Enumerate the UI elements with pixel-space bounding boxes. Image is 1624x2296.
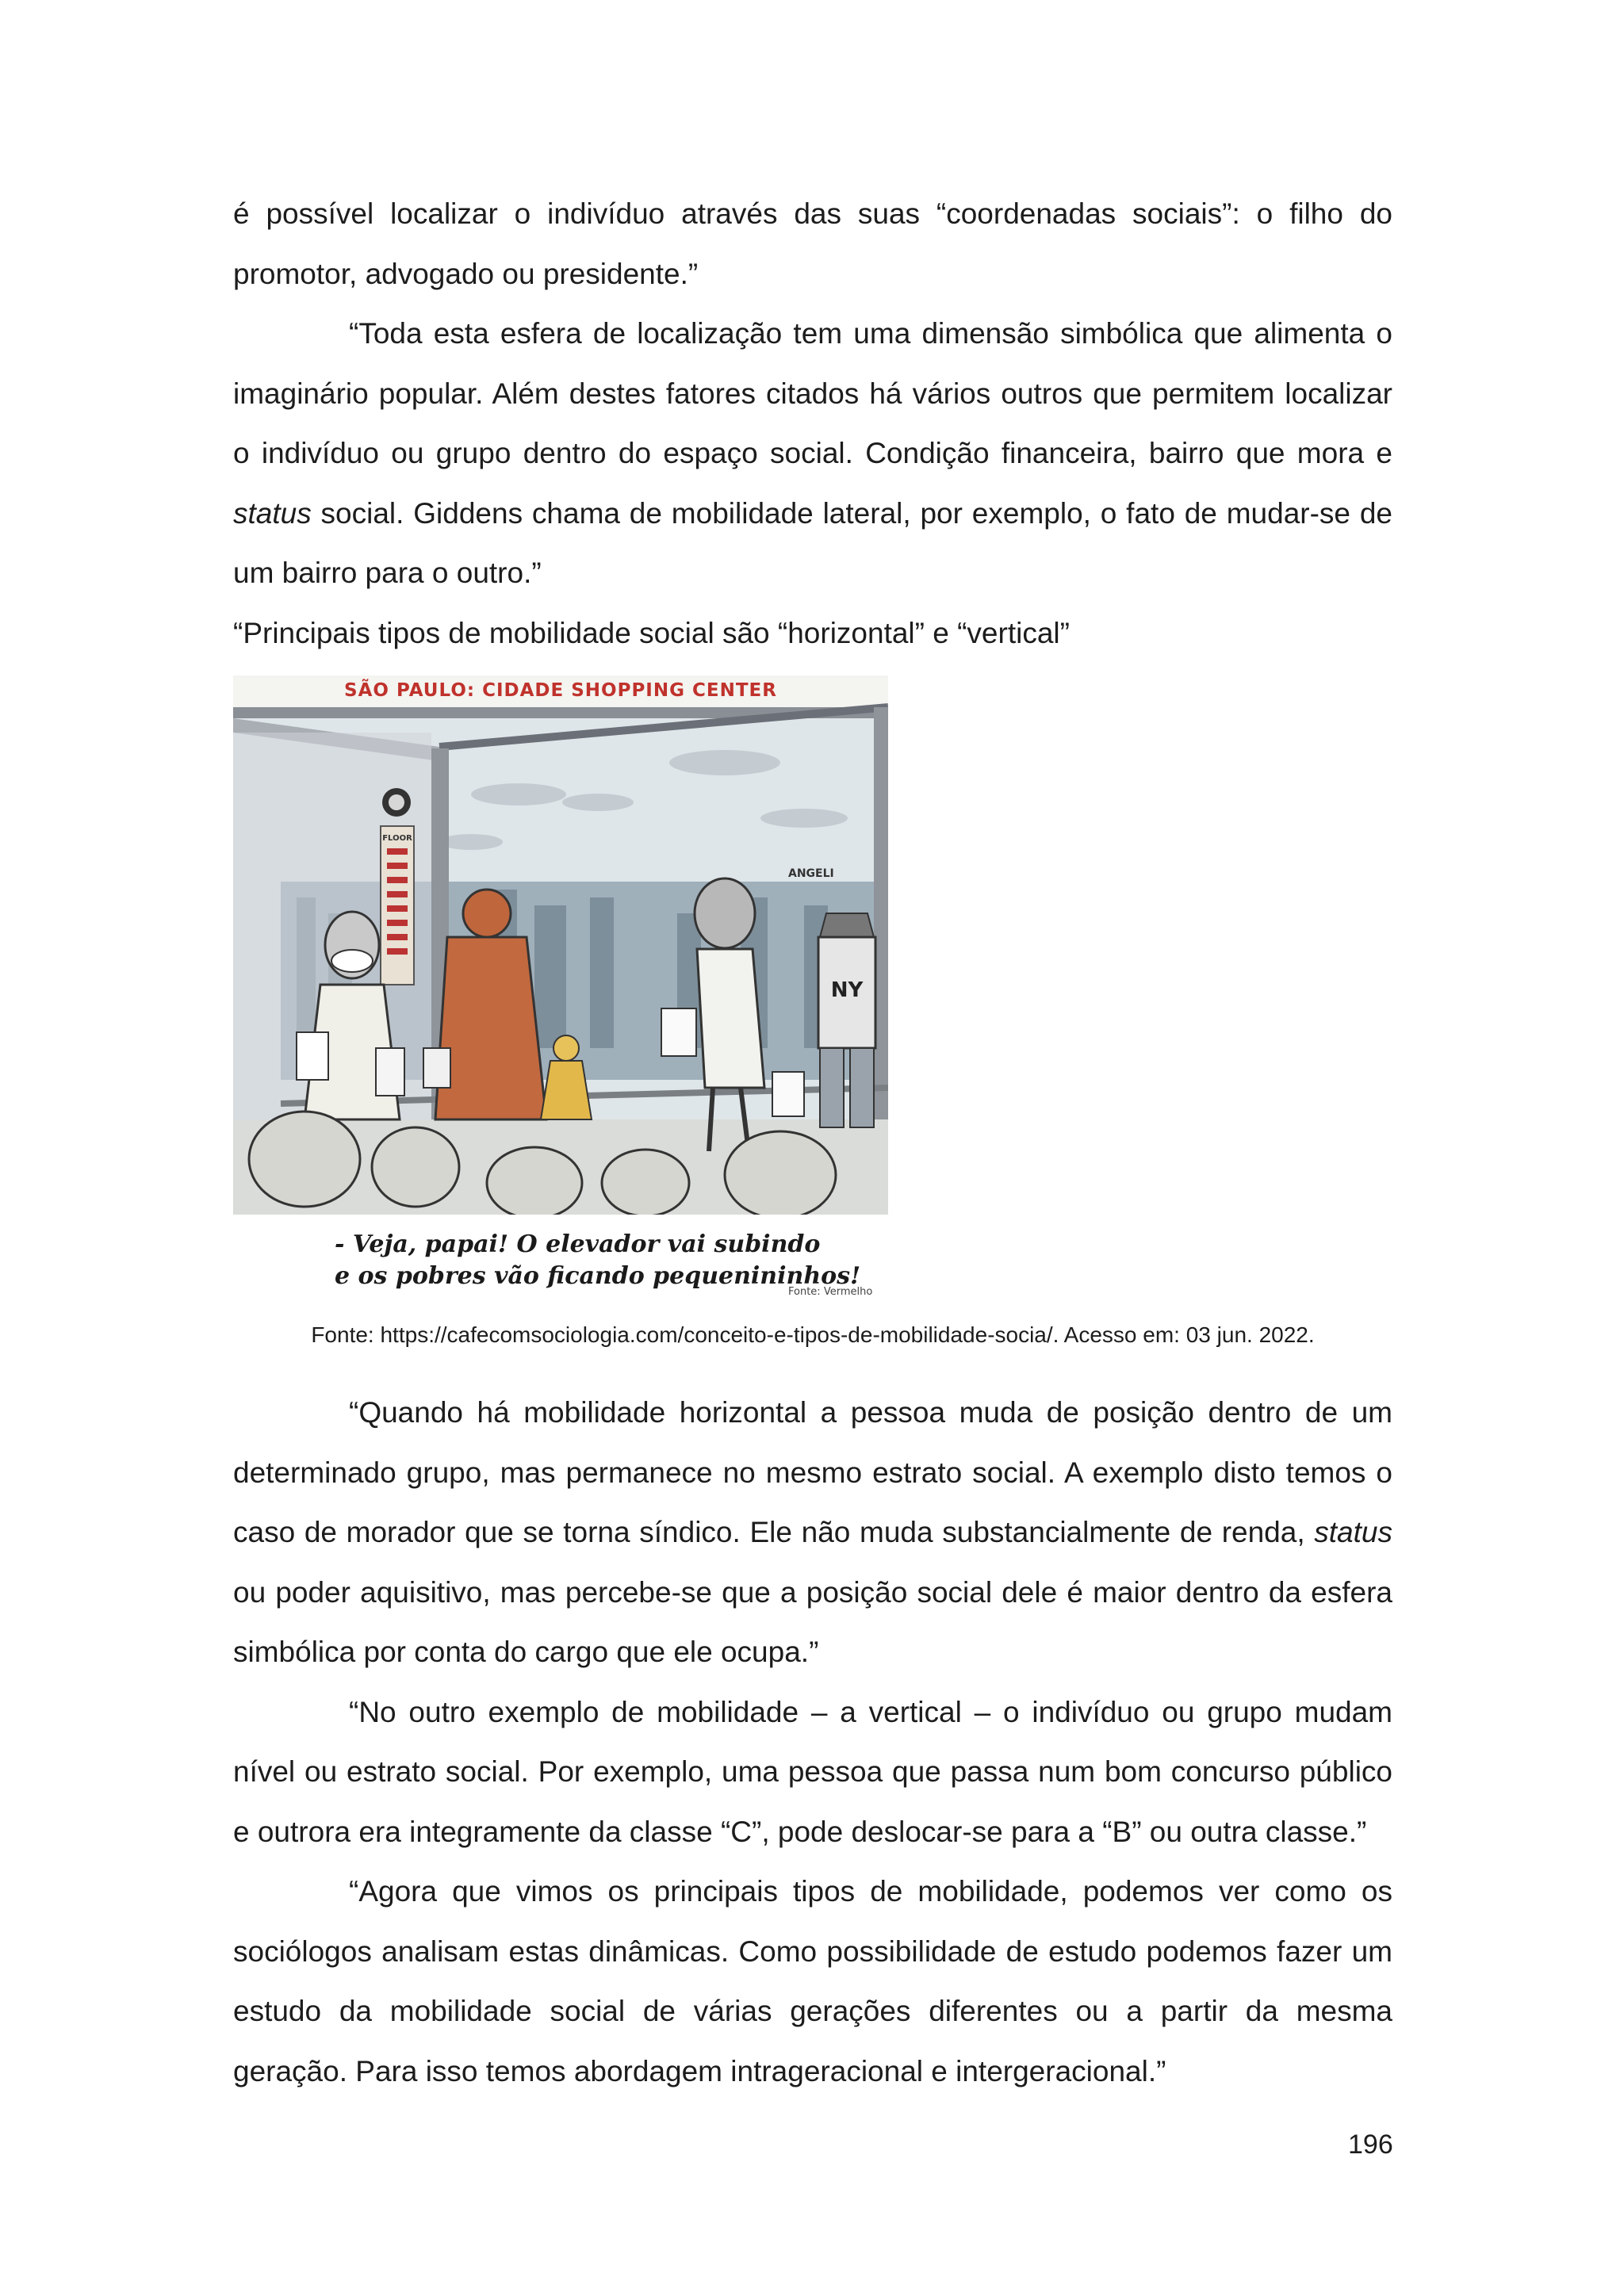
status-italic-2: status bbox=[1314, 1516, 1392, 1548]
cartoon-figure bbox=[233, 675, 888, 1308]
figure-source: Fonte: https://cafecomsociologia.com/conceito-e-tipos-de-mobilidade-socia/. Acesso em: 03 jun. 2022. bbox=[311, 1322, 1315, 1347]
bottom-text-block bbox=[233, 1383, 1392, 2101]
cartoon-caption-line-2: e os pobres vão ficando pequenininhos! bbox=[335, 1262, 861, 1290]
paragraph-tipos: “Principais tipos de mobilidade social são “horizontal” e “vertical” bbox=[233, 616, 1070, 649]
paragraph-horizontal bbox=[233, 1383, 1392, 1682]
paragraph-esfera-text-2: social. Giddens chama de mobilidade lateral, por exemplo, o fato de mudar-se de um bairro para o outro.” bbox=[233, 496, 1392, 589]
artist-signature: ANGELI bbox=[788, 867, 834, 880]
paragraph-vertical: “No outro exemplo de mobilidade – a vertical – o indivíduo ou grupo mudam nível ou estrato social. Por exemplo, uma pessoa que passa num bom concurso público e outrora era integramente da classe “C”, pode deslocar-se para a “B” ou outra classe.” bbox=[233, 1695, 1392, 1848]
top-text-block bbox=[233, 184, 1392, 663]
paragraph-horizontal-text-1: “Quando há mobilidade horizontal a pessoa muda de posição dentro de um determinado grupo, mas permanece no mesmo estrato social. A exemplo disto temos o caso de morador que se torna síndico. Ele não muda substancialmente de renda, bbox=[233, 1396, 1392, 1548]
cartoon-caption-line-1: - Veja, papai! O elevador vai subindo bbox=[335, 1230, 821, 1258]
paragraph-esfera bbox=[233, 304, 1392, 603]
page-number: 196 bbox=[1348, 2130, 1393, 2160]
paragraph-horizontal-text-2: ou poder aquisitivo, mas percebe-se que a posição social dele é maior dentro da esfera simbólica por conta do cargo que ele ocupa.” bbox=[233, 1575, 1392, 1668]
status-italic: status bbox=[233, 496, 312, 530]
elevator-panel-label: FLOOR bbox=[382, 834, 412, 843]
shirt-logo: NY bbox=[830, 978, 864, 1002]
paragraph-analise: “Agora que vimos os principais tipos de mobilidade, podemos ver como os sociólogos analisam estas dinâmicas. Como possibilidade de estudo podemos fazer um estudo da mobilidade social de várias gerações diferentes ou a partir da mesma geração. Para isso temos abordagem intrageracional e intergeracional.” bbox=[233, 1875, 1392, 2087]
cartoon-illustration bbox=[233, 675, 888, 1308]
paragraph-esfera-text-1: “Toda esta esfera de localização tem uma dimensão simbólica que alimenta o imaginário popular. Além destes fatores citados há vários outros que permitem localizar o indivíduo ou grupo dentro do espaço social. Condição financeira, bairro que mora e bbox=[233, 317, 1392, 469]
paragraph-coordenadas: é possível localizar o indivíduo através das suas “coordenadas sociais”: o filho do promotor, advogado ou presidente.” bbox=[233, 197, 1392, 290]
cartoon-credit: Fonte: Vermelho bbox=[788, 1286, 873, 1298]
cartoon-title: SÃO PAULO: CIDADE SHOPPING CENTER bbox=[344, 680, 777, 701]
